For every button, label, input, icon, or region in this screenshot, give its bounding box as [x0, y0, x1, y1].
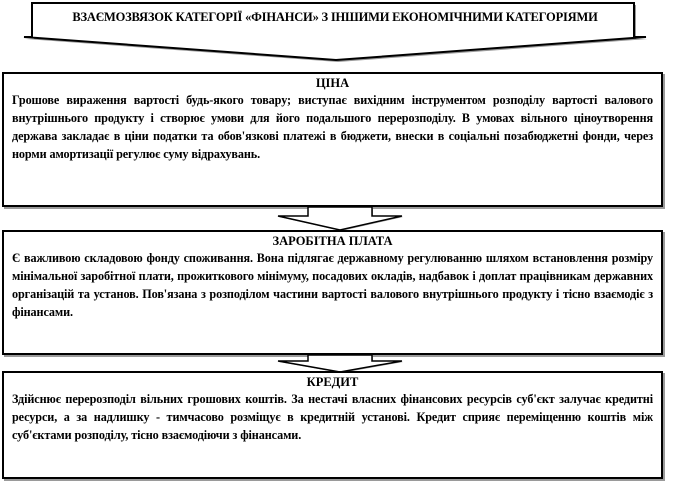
credit-block	[2, 371, 663, 479]
price-block-text: Грошове вираження вартості будь-якого товару; виступає вихідним інструментом розподілу вартості валового внутрішнього продукту і створює умови для його подальшого перерозподілу. В умовах вільного ціноутворення держава закладає в ціни податки та обов'язкові платежі в бюджети, внески в соціальні позабюджетні фонди, через норми амортизації регулює суму відрахувань.	[12, 93, 653, 161]
credit-block-text: Здійснює перерозподіл вільних грошових коштів. За нестачі власних фінансових ресурсів суб'єкт залучає кредитні ресурси, а за надлишку - тимчасово розміщує в кредитній установі. Кредит сприяє переміщенню коштів між суб'єктами розподілу, тісно взаємодіючи з фінансами.	[12, 392, 653, 442]
page-title: ВЗАЄМОЗВЯЗОК КАТЕГОРІЇ «ФІНАНСИ» З ІНШИМИ ЕКОНОМІЧНИМИ КАТЕГОРІЯМИ	[72, 10, 598, 24]
price-block	[2, 72, 663, 207]
wage-block	[2, 230, 663, 355]
down-arrow-icon	[270, 206, 410, 232]
wage-block-title: ЗАРОБІТНА ПЛАТА	[272, 234, 393, 248]
credit-block-title: КРЕДИТ	[306, 375, 359, 389]
title-banner	[0, 0, 688, 60]
wage-block-text: Є важливою складовою фонду споживання. Вона підлягає державному регулюванню шляхом встановлення розміру мінімальної заробітної плати, прожиткового мінімуму, посадових окладів, надбавок і доплат працівникам державних організацій та установ. Пов'язана з розподілом частини вартості валового внутрішнього продукту і тісно взаємодіє з фінансами.	[12, 251, 653, 319]
price-block-title: ЦІНА	[315, 76, 350, 90]
